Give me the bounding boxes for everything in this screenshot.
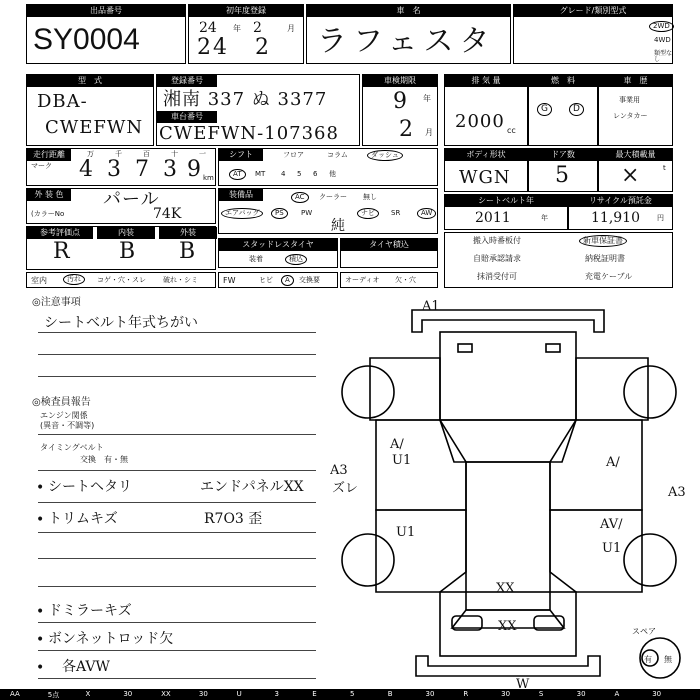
recycle-value: 11,910 — [591, 210, 640, 226]
right-front-door — [550, 420, 642, 510]
report-item-1: シートヘタリ — [48, 479, 132, 495]
shift-other: 他 — [329, 170, 336, 178]
mark-right-rear-av: AV/ — [600, 517, 623, 532]
notes-rule-1 — [38, 332, 316, 333]
history-business: 事業用 — [619, 96, 640, 104]
report-title: ◎検査員報告 — [32, 397, 91, 408]
seatbelt-label: シートベルト年 — [445, 195, 567, 207]
equipment-box — [218, 188, 438, 234]
inspection-label: 車検期限 — [363, 75, 437, 87]
spare-no: 無 — [664, 655, 672, 664]
body-box — [444, 148, 528, 192]
left-front-door — [376, 420, 466, 510]
room-box — [26, 272, 216, 288]
room-burn: コゲ・穴・スレ — [97, 276, 146, 284]
capacity-box — [598, 148, 673, 192]
lot-number-label: 出品番号 — [27, 5, 185, 17]
strip-item: AA — [10, 690, 20, 698]
model-label: 型 式 — [27, 75, 153, 87]
mileage-scale-2: 千 — [115, 150, 122, 158]
first-registration-label: 初年度登録 — [189, 5, 303, 17]
bottom-legend-strip — [0, 689, 700, 700]
inspection-month: 2 — [399, 117, 415, 142]
mark-gate-xx: XX — [498, 619, 517, 634]
timing-label: タイミングベルト — [40, 443, 104, 452]
mark-rear-xx: XX — [496, 581, 515, 596]
doors-value: 5 — [555, 163, 571, 188]
chassis-value: CWEFWN-107368 — [159, 123, 339, 144]
hood-vent-right — [546, 344, 560, 352]
shift-box — [218, 148, 438, 186]
report-item-2-note: R7O3 歪 — [204, 511, 263, 527]
shift-4: 4 — [281, 170, 286, 178]
strip-item: 3 — [274, 690, 279, 698]
fw-label: FW — [223, 276, 236, 285]
mileage-digit-1: 4 — [79, 157, 95, 182]
lot-number-box — [26, 4, 186, 64]
wheel-rear-left — [342, 534, 394, 586]
strip-item: 30 — [425, 690, 435, 698]
strip-item: 30 — [123, 690, 133, 698]
strip-item: U — [236, 690, 242, 698]
rear-bumper — [416, 656, 600, 676]
drive-2wd: 2WD — [649, 21, 674, 32]
report-rule-3 — [38, 502, 316, 503]
strip-item: 30 — [198, 690, 208, 698]
bullet-5: • — [36, 660, 45, 676]
fw-box — [218, 272, 338, 288]
displacement-label: 排 気 量 — [445, 75, 527, 87]
doc-warranty: 新車保証書 — [579, 235, 627, 247]
tires-box — [340, 238, 438, 268]
doors-box — [528, 148, 598, 192]
mileage-box — [26, 148, 216, 186]
mark-left-zure: ズレ — [332, 481, 359, 496]
equip-airbag: エアバッグ — [221, 208, 263, 219]
car-name: ラフェスタ — [317, 24, 496, 59]
fw-a: A — [281, 275, 294, 286]
mark-left-door-u: U1 — [392, 453, 412, 468]
reg-month-small: 2 — [253, 20, 262, 36]
seatbelt-unit: 年 — [541, 214, 548, 222]
displacement-value: 2000 — [455, 111, 505, 132]
report-rule-2 — [38, 470, 316, 471]
reg-year-unit: 年 — [233, 24, 241, 33]
shift-6: 6 — [313, 170, 318, 178]
mileage-scale-3: 百 — [143, 150, 150, 158]
strip-item: 30 — [652, 690, 662, 698]
bullet-3: • — [36, 604, 45, 620]
tires-label: タイヤ積込 — [341, 239, 437, 251]
grade-box — [513, 4, 673, 64]
timing-sub: 交換 有・無 — [80, 455, 128, 464]
report-rule-5 — [38, 558, 316, 559]
strip-item: S — [538, 690, 544, 698]
documents-box — [444, 232, 673, 288]
color-code: 74K — [153, 206, 182, 222]
recycle-label: リサイクル預託金 — [569, 195, 672, 207]
spare-label: スペア — [632, 627, 656, 636]
mark-right-front-a: A/ — [606, 455, 620, 470]
wheel-front-left — [342, 366, 394, 418]
studless-box — [218, 238, 338, 268]
strip-item: XX — [161, 690, 171, 698]
mark-left-door-a: A/ — [390, 437, 404, 452]
seatbelt-value: 2011 — [475, 210, 511, 226]
studless-fitted: 装着 — [249, 255, 263, 263]
mileage-digit-2: 3 — [107, 157, 123, 182]
doc-cancel: 抹消受付可 — [477, 272, 517, 281]
notes-rule-3 — [38, 376, 316, 377]
doc-jibai: 自賠承認請求 — [473, 254, 521, 263]
wheel-rear-right — [624, 534, 676, 586]
model-value-2: CWEFWN — [45, 117, 144, 138]
report-rule-6 — [38, 586, 316, 587]
shift-label: シフト — [219, 149, 263, 161]
inspection-box — [362, 74, 438, 146]
strip-item: 5 — [350, 690, 355, 698]
car-name-box — [306, 4, 511, 64]
mark-front-bumper: A1 — [422, 299, 440, 314]
equip-handwritten: 純 — [331, 218, 345, 234]
doc-charge-cable: 充電ケーブル — [585, 272, 633, 281]
shift-5: 5 — [297, 170, 302, 178]
strip-item: R — [463, 690, 469, 698]
studless-label: スタッドレスタイヤ — [219, 239, 337, 251]
mark-left-a3: A3 — [330, 463, 348, 478]
shift-dash: ダッシュ — [367, 150, 403, 161]
mileage-digit-3: 7 — [135, 157, 151, 182]
grade-interior: B — [119, 239, 138, 264]
body-value: WGN — [459, 167, 511, 188]
equip-pw: PW — [301, 209, 313, 217]
notes-title: ◎注意事項 — [32, 297, 81, 308]
mileage-mark: マーク — [31, 162, 52, 170]
fuel-label: 燃 料 — [529, 75, 597, 87]
room-label: 室内 — [31, 276, 47, 285]
equip-sr: SR — [391, 209, 401, 217]
doors-label: ドア数 — [529, 149, 597, 161]
spare-yes: 有 — [644, 655, 652, 664]
left-front-fender — [370, 358, 440, 420]
front-bumper — [412, 310, 604, 332]
mileage-digit-5: 9 — [187, 157, 203, 182]
displacement-unit: cc — [507, 126, 516, 135]
color-value: パール — [103, 189, 160, 210]
equip-cooler: クーラー — [319, 193, 347, 201]
room-dirty: 汚れ — [63, 274, 85, 285]
grade-exterior: B — [179, 239, 198, 264]
shift-mt: MT — [255, 170, 266, 178]
plate-label: 登録番号 — [157, 75, 217, 87]
shift-floor: フロア — [283, 151, 304, 159]
mark-left-rear-u: U1 — [396, 525, 416, 540]
capacity-unit: t — [663, 164, 666, 172]
left-rear-door — [376, 510, 466, 592]
history-label: 車 歴 — [599, 75, 672, 87]
engine-label: エンジン関係 — [40, 411, 88, 420]
notes-line-1: シートベルト年式ちがい — [44, 315, 198, 331]
doc-tax: 納税証明書 — [585, 254, 625, 263]
car-name-label: 車 名 — [307, 5, 510, 17]
mark-rear-w: W — [516, 677, 530, 688]
strip-item: X — [85, 690, 91, 698]
mileage-digit-4: 3 — [163, 157, 179, 182]
history-rental: レンタカー — [613, 112, 648, 120]
report-rule-1 — [38, 434, 316, 435]
reg-month-handwritten: 2 — [255, 35, 271, 60]
color-number-label: (カラーNo — [31, 210, 65, 218]
inspection-year-unit: 年 — [423, 94, 431, 103]
mileage-unit: km — [203, 174, 214, 182]
plate-value: 湘南 337 ぬ 3377 — [163, 89, 328, 110]
audio-missing: 欠・穴 — [395, 276, 416, 284]
mileage-scale-1: 万 — [87, 150, 94, 158]
reg-month-unit: 月 — [287, 24, 295, 33]
interior-label: 内装 — [97, 227, 155, 239]
strip-item: E — [312, 690, 317, 698]
lot-number: SY0004 — [33, 23, 140, 56]
strip-item: 30 — [576, 690, 586, 698]
exterior-label: 外装 — [159, 227, 217, 239]
report-item-5: 各AVW — [62, 659, 110, 675]
report-rule-8 — [38, 650, 316, 651]
equip-navi: ナビ — [357, 208, 379, 219]
model-box — [26, 74, 154, 146]
fw-crack: ヒビ — [259, 276, 273, 284]
bullet-4: • — [36, 632, 45, 648]
studless-loaded: 積込 — [285, 254, 307, 265]
notes-rule-2 — [38, 354, 316, 355]
fw-replace: 交換要 — [299, 276, 320, 284]
report-item-4: ボンネットロッド欠 — [48, 631, 174, 647]
equip-aw: AW — [417, 208, 436, 219]
mileage-label: 走行距離 — [27, 149, 71, 161]
grade-score: R — [53, 239, 72, 264]
room-tear: 破れ・シミ — [163, 276, 198, 284]
grades-box — [26, 226, 216, 270]
hood — [440, 332, 576, 420]
right-rear-door — [550, 510, 642, 592]
shift-column: コラム — [327, 151, 348, 159]
report-rule-7 — [38, 622, 316, 623]
drive-4wd: 4WD — [654, 36, 671, 44]
wheel-front-right — [624, 366, 676, 418]
drive-other: 類型なし — [654, 50, 673, 63]
report-item-1-note: エンドパネルXX — [200, 479, 304, 495]
strip-item: 5点 — [47, 691, 60, 699]
chassis-label: 車台番号 — [157, 111, 217, 123]
model-value-1: DBA- — [37, 91, 88, 112]
displacement-box — [444, 74, 528, 146]
bullet-2: • — [36, 512, 45, 528]
fuel-box — [528, 74, 598, 146]
recycle-box — [568, 194, 673, 230]
bullet-1: • — [36, 480, 45, 496]
shift-at: AT — [229, 169, 246, 180]
engine-sub: (異音・不調等) — [40, 421, 95, 430]
mileage-scale-5: 一 — [199, 150, 206, 158]
audio-label: オーディオ — [345, 276, 380, 284]
fuel-diesel: D — [569, 103, 584, 116]
history-box — [598, 74, 673, 146]
report-item-3: ドミラーキズ — [48, 603, 132, 619]
equipment-label: 装備品 — [219, 189, 263, 201]
fuel-gas: G — [537, 103, 552, 116]
hood-vent-left — [458, 344, 472, 352]
reg-year-small: 24 — [199, 20, 217, 36]
first-registration-box — [188, 4, 304, 64]
body-label: ボディ形状 — [445, 149, 527, 161]
reg-year-handwritten: 24 — [197, 35, 229, 60]
audio-box — [340, 272, 438, 288]
strip-item: A — [614, 690, 620, 698]
windshield — [440, 420, 576, 462]
inspection-year: 9 — [393, 89, 409, 114]
grade-score-label: 参考評価点 — [27, 227, 93, 239]
mark-right-a3: A3 — [668, 485, 686, 500]
equip-ac: AC — [291, 192, 309, 203]
color-box — [26, 188, 216, 224]
mark-right-rear-u: U1 — [602, 541, 622, 556]
doc-plate: 搬入時番板付 — [473, 236, 521, 245]
inspection-month-unit: 月 — [425, 128, 433, 137]
recycle-unit: 円 — [657, 214, 664, 222]
capacity-label: 最大積載量 — [599, 149, 672, 161]
right-front-fender — [576, 358, 648, 420]
strip-item: B — [387, 690, 393, 698]
capacity-value: × — [621, 163, 642, 188]
strip-item: 30 — [501, 690, 511, 698]
report-rule-9 — [38, 678, 316, 679]
mileage-scale-4: 十 — [171, 150, 178, 158]
report-rule-4 — [38, 532, 316, 533]
equip-ps: PS — [271, 208, 288, 219]
registration-box — [156, 74, 360, 146]
car-damage-diagram — [330, 296, 690, 688]
color-label: 外 装 色 — [27, 189, 71, 201]
seatbelt-box — [444, 194, 568, 230]
report-item-2: トリムキズ — [48, 511, 118, 527]
grade-label: グレード/類別型式 — [514, 5, 672, 17]
equip-none: 無し — [363, 193, 377, 201]
